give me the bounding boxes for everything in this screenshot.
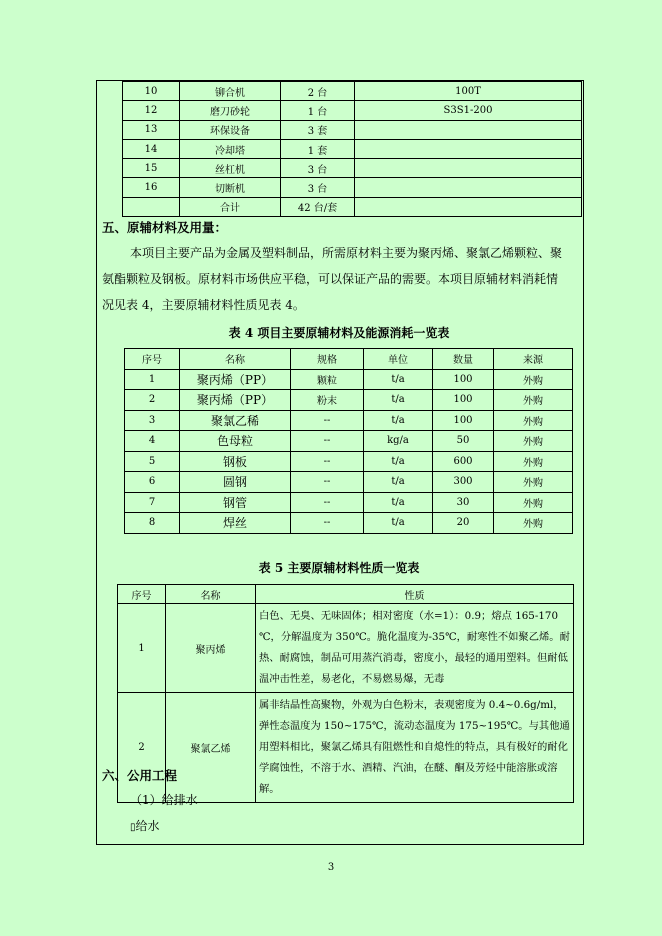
table-cell: 外购 [494, 472, 573, 493]
column-header: 名称 [180, 349, 291, 370]
table-cell: -- [291, 513, 364, 534]
table-cell: 7 [125, 492, 180, 513]
table-cell: 4 [125, 431, 180, 452]
equip-no-cell [123, 197, 180, 216]
table-cell: 30 [433, 492, 494, 513]
table-cell: 聚丙烯（PP） [180, 390, 291, 411]
equip-total-label: 合计 [180, 197, 281, 216]
table-cell: kg/a [364, 431, 433, 452]
equip-name-cell: 磨刀砂轮 [180, 101, 281, 120]
table-cell: 粉末 [291, 390, 364, 411]
table-cell: t/a [364, 410, 433, 431]
column-header: 名称 [166, 585, 256, 604]
table-cell: -- [291, 451, 364, 472]
table-row [125, 451, 573, 472]
table-cell: t/a [364, 451, 433, 472]
table4-caption: 表 4 项目主要原辅材料及能源消耗一览表 [228, 326, 450, 340]
table-row [123, 101, 582, 120]
prop-no-cell: 1 [118, 604, 166, 693]
table-row [125, 513, 573, 534]
table-row [125, 431, 573, 452]
table-row [123, 139, 582, 158]
table-cell: 3 [125, 410, 180, 431]
table-row [125, 369, 573, 390]
equip-no-cell: 10 [123, 82, 180, 101]
section5-line2: 氨酯颗粒及钢板。原材料市场供应平稳，可以保证产品的需要。本项目原辅材料消耗情 [102, 272, 559, 286]
page-number: 3 [327, 862, 335, 873]
equip-qty-cell: 2 台 [281, 82, 355, 101]
equip-name-cell: 冷却塔 [180, 139, 281, 158]
prop-no-cell: 2 [118, 693, 166, 803]
table-row [123, 120, 582, 139]
table-cell: -- [291, 492, 364, 513]
equip-no-cell: 16 [123, 178, 180, 197]
table-cell: 外购 [494, 410, 573, 431]
table-cell: 外购 [494, 390, 573, 411]
table-row [125, 390, 573, 411]
column-header: 单位 [364, 349, 433, 370]
equip-no-cell: 13 [123, 120, 180, 139]
table-cell: 50 [433, 431, 494, 452]
table-row [118, 604, 574, 693]
table-total-row [123, 197, 582, 216]
table-cell: 8 [125, 513, 180, 534]
equip-qty-cell: 1 套 [281, 139, 355, 158]
table-cell: 钢板 [180, 451, 291, 472]
prop-name-cell: 聚氯乙烯 [166, 693, 256, 803]
equip-qty-cell: 3 台 [281, 178, 355, 197]
equip-qty-cell: 1 台 [281, 101, 355, 120]
table-row [125, 410, 573, 431]
table-cell: -- [291, 472, 364, 493]
equip-qty-cell: 3 套 [281, 120, 355, 139]
equip-qty-cell: 3 台 [281, 159, 355, 178]
equip-model-cell [355, 139, 582, 158]
table-cell: 外购 [494, 513, 573, 534]
table-cell: t/a [364, 513, 433, 534]
table-cell: 色母粒 [180, 431, 291, 452]
table-row [123, 178, 582, 197]
missing-glyph-icon: ▯ [130, 822, 136, 833]
table-cell: t/a [364, 390, 433, 411]
equip-model-cell [355, 197, 582, 216]
equip-model-cell [355, 178, 582, 197]
equip-no-cell: 15 [123, 159, 180, 178]
table-cell: 300 [433, 472, 494, 493]
table-cell: 100 [433, 410, 494, 431]
table-cell: 100 [433, 369, 494, 390]
table-row [123, 82, 582, 101]
table-cell: 外购 [494, 431, 573, 452]
table-cell: 2 [125, 390, 180, 411]
table-row [125, 492, 573, 513]
table-cell: 颗粒 [291, 369, 364, 390]
section5-line3: 况见表 4，主要原辅材料性质见表 4。 [102, 298, 305, 312]
table-row [118, 693, 574, 803]
table-cell: 圆钢 [180, 472, 291, 493]
table-cell: -- [291, 431, 364, 452]
equip-total-qty: 42 台/套 [281, 197, 355, 216]
equip-name-cell: 环保设备 [180, 120, 281, 139]
section6-title: 六、公用工程 [102, 768, 178, 783]
table-cell: 聚氯乙稀 [180, 410, 291, 431]
table-cell: 外购 [494, 492, 573, 513]
table-cell: 6 [125, 472, 180, 493]
column-header: 数量 [433, 349, 494, 370]
table5-caption: 表 5 主要原辅材料性质一览表 [258, 561, 420, 575]
equip-model-cell: 100T [355, 82, 582, 101]
section5-line1: 本项目主要产品为金属及塑料制品，所需原材料主要为聚丙烯、聚氯乙烯颗粒、聚 [130, 246, 563, 260]
section6-sub1: （1）给排水 [130, 793, 198, 807]
table-cell: t/a [364, 492, 433, 513]
table-cell: 100 [433, 390, 494, 411]
prop-desc-cell: 属非结晶性高聚物，外观为白色粉末，表观密度为 0.4~0.6g/ml，弹性态温度为 150~175℃，流动态温度为 175~195℃。与其他通用塑料相比，聚氯乙烯具有阻燃性和自熄性的特点，具有极好的耐化学腐蚀性，不溶于水、酒精、汽油，在醚、酮及芳烃中能溶胀或溶解。 [256, 693, 574, 803]
table-row [123, 159, 582, 178]
table-cell: 5 [125, 451, 180, 472]
properties-table [117, 584, 574, 803]
equip-name-cell: 铆合机 [180, 82, 281, 101]
table-cell: t/a [364, 369, 433, 390]
column-header: 来源 [494, 349, 573, 370]
table-cell: 20 [433, 513, 494, 534]
equip-model-cell [355, 159, 582, 178]
table-cell: 聚丙烯（PP） [180, 369, 291, 390]
table-cell: 钢管 [180, 492, 291, 513]
table-cell: 600 [433, 451, 494, 472]
section6-sub2: ▯给水 [130, 819, 160, 833]
prop-name-cell: 聚丙烯 [166, 604, 256, 693]
equip-model-cell [355, 120, 582, 139]
table-row [125, 472, 573, 493]
materials-table [124, 348, 573, 534]
table-cell: 1 [125, 369, 180, 390]
equip-no-cell: 12 [123, 101, 180, 120]
column-header: 序号 [118, 585, 166, 604]
table-cell: -- [291, 410, 364, 431]
table-cell: 外购 [494, 369, 573, 390]
section5-title: 五、原辅材料及用量： [102, 220, 228, 235]
equip-no-cell: 14 [123, 139, 180, 158]
equip-name-cell: 丝杠机 [180, 159, 281, 178]
column-header: 规格 [291, 349, 364, 370]
equip-model-cell: S3S1-200 [355, 101, 582, 120]
equip-name-cell: 切断机 [180, 178, 281, 197]
equipment-table [122, 81, 582, 217]
table-cell: 外购 [494, 451, 573, 472]
column-header: 序号 [125, 349, 180, 370]
column-header: 性质 [256, 585, 574, 604]
prop-desc-cell: 白色、无臭、无味固体；相对密度（水=1）：0.9；熔点 165-170 ℃，分解温度为 350℃。脆化温度为-35℃，耐寒性不如聚乙烯。耐热、耐腐蚀，制品可用蒸汽消毒，密度小，最轻的通用塑料。但耐低温冲击性差，易老化，不易燃易爆，无毒 [256, 604, 574, 693]
table-cell: t/a [364, 472, 433, 493]
table-cell: 焊丝 [180, 513, 291, 534]
